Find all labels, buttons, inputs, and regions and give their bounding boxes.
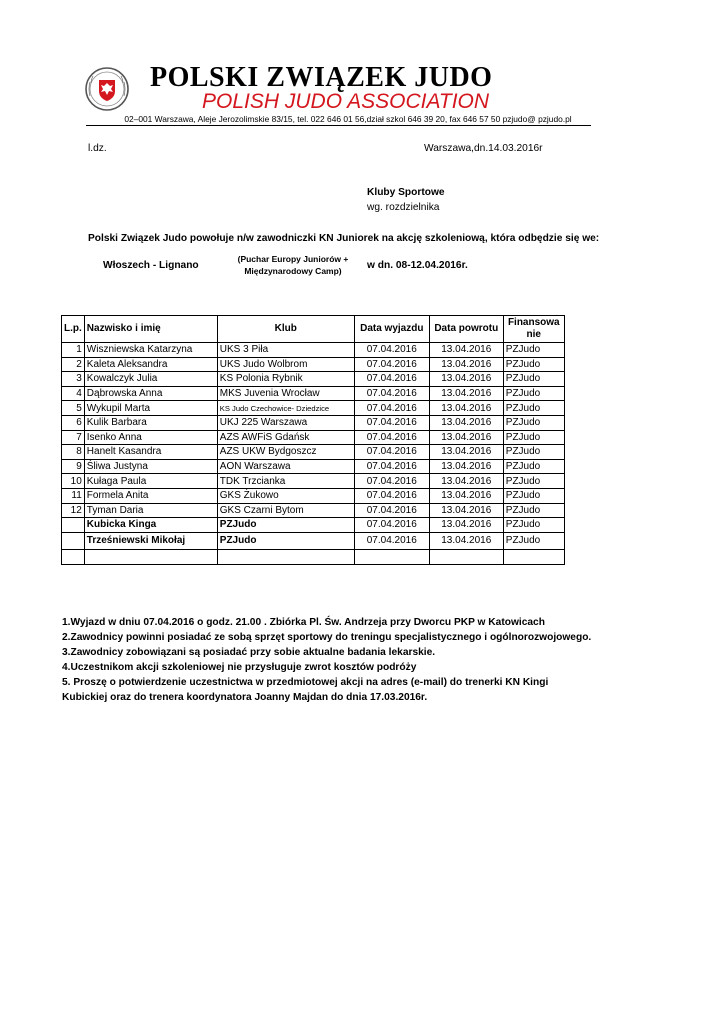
row-return: 13.04.2016 [429,459,503,474]
federation-name-english: POLISH JUDO ASSOCIATION [202,90,490,113]
table-row [62,386,565,401]
row-club: MKS Juvenia Wrocław [217,386,354,401]
row-lp: 5 [62,401,85,416]
row-financing: PZJudo [503,343,564,358]
row-departure: 07.04.2016 [354,445,429,460]
row-lp: 8 [62,445,85,460]
row-departure: 07.04.2016 [354,415,429,430]
row-return: 13.04.2016 [429,474,503,489]
header-financing-line-2: nie [526,329,541,340]
row-club: TDK Trzcianka [217,474,354,489]
empty-cell [84,549,217,564]
place-and-date: Warszawa,dn.14.03.2016r [424,143,543,154]
row-return: 13.04.2016 [429,445,503,460]
row-lp: 7 [62,430,85,445]
row-lp: 4 [62,386,85,401]
row-departure: 07.04.2016 [354,532,429,549]
row-financing: PZJudo [503,372,564,387]
row-name: Kubicka Kinga [84,518,217,533]
table-row [62,372,565,387]
table-row [62,474,565,489]
destination-city: Włoszech - Lignano [103,260,199,271]
header-name: Nazwisko i imię [84,316,217,343]
row-name: Wykupil Marta [84,401,217,416]
table-row [62,459,565,474]
row-return: 13.04.2016 [429,357,503,372]
recipient-line-2: wg. rozdzielnika [367,202,440,213]
row-name: Kulik Barbara [84,415,217,430]
row-lp: 3 [62,372,85,387]
event-name-line-1: (Puchar Europy Juniorów + [237,254,349,264]
row-name: Kułaga Paula [84,474,217,489]
row-club: KS Judo Czechowice- Dziedzice [217,401,354,416]
row-financing: PZJudo [503,357,564,372]
row-return: 13.04.2016 [429,343,503,358]
row-club: AZS UKW Bydgoszcz [217,445,354,460]
table-row [62,488,565,503]
row-club: KS Polonia Rybnik [217,372,354,387]
intro-text: Polski Związek Judo powołuje n/w zawodniczki KN Juniorek na akcję szkoleniową, która odbędzie się we: [88,233,600,244]
row-departure: 07.04.2016 [354,459,429,474]
row-return: 13.04.2016 [429,372,503,387]
row-return: 13.04.2016 [429,401,503,416]
row-name: Dąbrowska Anna [84,386,217,401]
row-name: Wiszniewska Katarzyna [84,343,217,358]
table-row [62,430,565,445]
row-club: AON Warszawa [217,459,354,474]
row-departure: 07.04.2016 [354,401,429,416]
note-item: 2.Zawodnicy powinni posiadać ze sobą sprzęt sportowy do treningu specjalistycznego i ogólnorozwojowego. [62,632,592,643]
row-club: GKS Czarni Bytom [217,503,354,518]
row-return: 13.04.2016 [429,532,503,549]
row-club: UKJ 225 Warszawa [217,415,354,430]
row-lp: 1 [62,343,85,358]
table-row [62,445,565,460]
table-header-row [62,316,565,343]
table-row-empty [62,549,565,564]
row-lp: 6 [62,415,85,430]
note-item: 4.Uczestnikom akcji szkoleniowej nie przysługuje zwrot kosztów podróży [62,662,417,673]
empty-cell [354,549,429,564]
header-lp: L.p. [62,316,85,343]
row-club: UKS Judo Wolbrom [217,357,354,372]
row-departure: 07.04.2016 [354,386,429,401]
row-lp: 11 [62,488,85,503]
row-return: 13.04.2016 [429,518,503,533]
judo-eagle-emblem-icon [84,66,130,112]
row-departure: 07.04.2016 [354,372,429,387]
table-row [62,401,565,416]
table-row [62,518,565,533]
event-name-line-2: Międzynarodowy Camp) [244,265,342,276]
row-lp: 12 [62,503,85,518]
row-return: 13.04.2016 [429,488,503,503]
note-item: 5. Proszę o potwierdzenie uczestnictwa w przedmiotowej akcji na adres (e-mail) do trenerki KN Kingi [62,677,549,688]
table-row [62,415,565,430]
header-return: Data powrotu [429,316,503,343]
row-name: Formela Anita [84,488,217,503]
recipient-line-1: Kluby Sportowe [367,187,445,198]
row-club: UKS 3 Piła [217,343,354,358]
table-row [62,503,565,518]
row-financing: PZJudo [503,386,564,401]
note-item: 3.Zawodnicy zobowiązani są posiadać przy sobie aktualne badania lekarskie. [62,647,436,658]
header-departure: Data wyjazdu [354,316,429,343]
contact-address: 02–001 Warszawa, Aleje Jerozolimskie 83/15, tel. 022 646 01 56,dział szkol 646 39 20, fax 646 57 50 pzjudo@ pzjudo.pl [124,114,572,124]
row-departure: 07.04.2016 [354,488,429,503]
row-financing: PZJudo [503,518,564,533]
row-financing: PZJudo [503,415,564,430]
row-club: GKS Żukowo [217,488,354,503]
reference-number: l.dz. [88,143,107,154]
row-return: 13.04.2016 [429,430,503,445]
row-lp: 9 [62,459,85,474]
note-item: 1.Wyjazd w dniu 07.04.2016 o godz. 21.00 . Zbiórka Pl. Św. Andrzeja przy Dworcu PKP w Katowicach [62,617,545,628]
row-name: Tyman Daria [84,503,217,518]
row-return: 13.04.2016 [429,386,503,401]
row-club: AZS AWFiS Gdańsk [217,430,354,445]
row-club: PZJudo [217,532,354,549]
empty-cell [503,549,564,564]
row-return: 13.04.2016 [429,503,503,518]
header-financing-line-1: Finansowa [507,317,560,328]
row-financing: PZJudo [503,430,564,445]
row-club: PZJudo [217,518,354,533]
table-row [62,532,565,549]
row-financing: PZJudo [503,474,564,489]
event-name [228,254,358,277]
row-name: Śliwa Justyna [84,459,217,474]
header-divider [86,125,591,126]
header-club: Klub [217,316,354,343]
row-departure: 07.04.2016 [354,518,429,533]
row-financing: PZJudo [503,503,564,518]
row-name: Isenko Anna [84,430,217,445]
row-name: Kowalczyk Julia [84,372,217,387]
empty-cell [62,549,85,564]
row-lp [62,532,85,549]
event-dates: w dn. 08-12.04.2016r. [367,260,468,271]
row-financing: PZJudo [503,401,564,416]
header-financing [503,316,564,343]
note-item: Kubickiej oraz do trenera koordynatora Joanny Majdan do dnia 17.03.2016r. [62,692,428,703]
row-departure: 07.04.2016 [354,474,429,489]
row-financing: PZJudo [503,445,564,460]
row-name: Kaleta Aleksandra [84,357,217,372]
row-financing: PZJudo [503,459,564,474]
row-departure: 07.04.2016 [354,503,429,518]
table-row [62,357,565,372]
notes-section [62,615,591,705]
row-financing: PZJudo [503,532,564,549]
row-return: 13.04.2016 [429,415,503,430]
row-departure: 07.04.2016 [354,343,429,358]
athlete-table [61,315,565,565]
row-name: Trześniewski Mikołaj [84,532,217,549]
row-lp: 2 [62,357,85,372]
row-name: Hanelt Kasandra [84,445,217,460]
row-departure: 07.04.2016 [354,357,429,372]
row-lp [62,518,85,533]
row-departure: 07.04.2016 [354,430,429,445]
row-financing: PZJudo [503,488,564,503]
empty-cell [217,549,354,564]
table-row [62,343,565,358]
empty-cell [429,549,503,564]
row-lp: 10 [62,474,85,489]
federation-name-polish: POLSKI ZWIĄZEK JUDO [150,62,493,93]
